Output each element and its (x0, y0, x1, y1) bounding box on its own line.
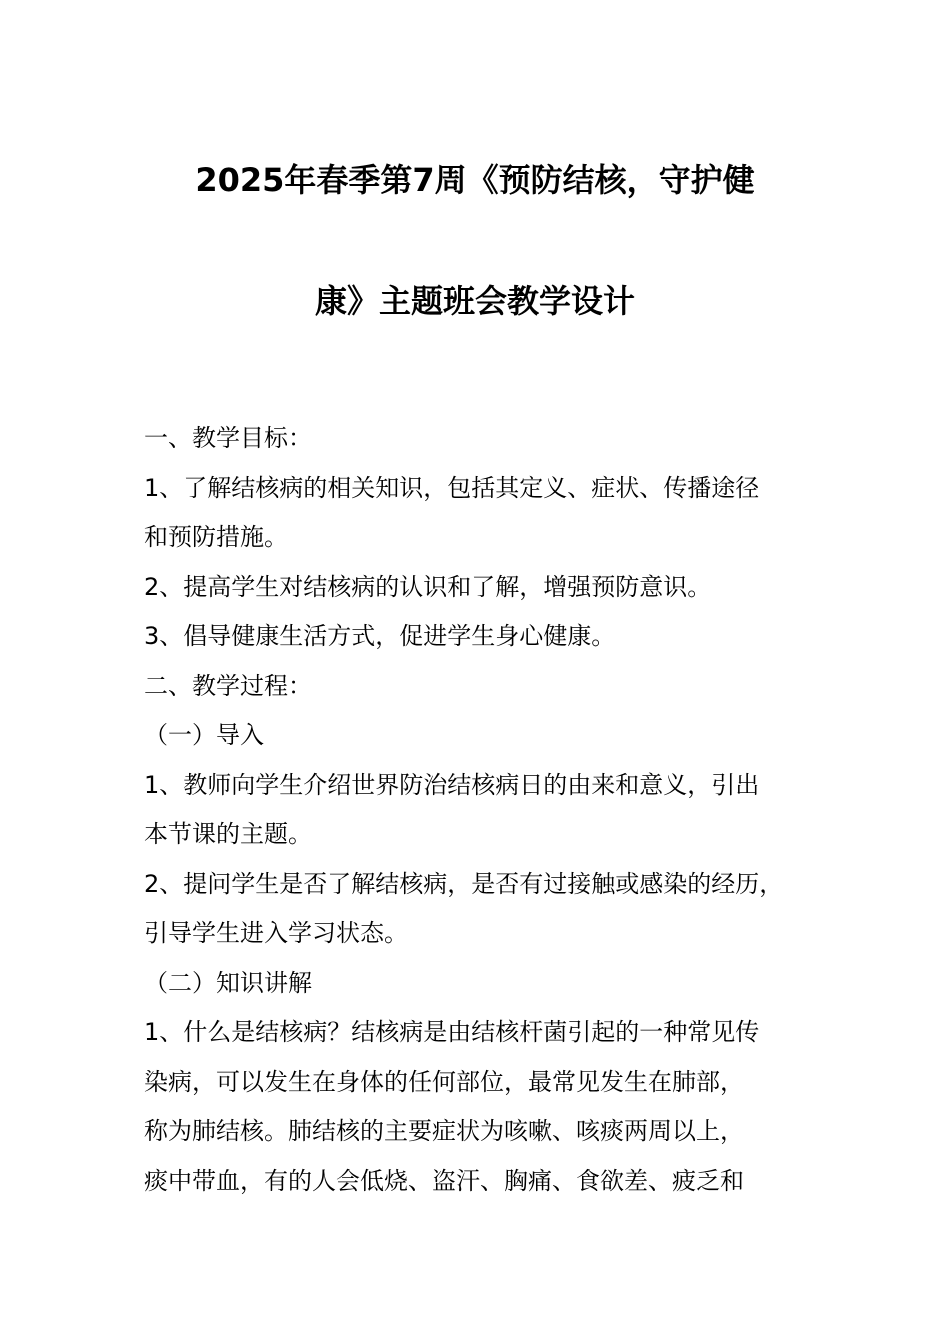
paragraph-line: 痰中带血，有的人会低烧、盗汗、胸痛、食欲差、疲乏和 (144, 1166, 744, 1195)
paragraph-line: 1、了解结核病的相关知识，包括其定义、症状、传播途径 (144, 473, 760, 502)
paragraph-line: 3、倡导健康生活方式，促进学生身心健康。 (144, 622, 616, 650)
section-heading-objectives: 一、教学目标： (144, 424, 312, 452)
paragraph-line: 1、什么是结核病？结核病是由结核杆菌引起的一种常见传 (144, 1018, 760, 1046)
subsection-heading-intro: （一）导入 (144, 721, 264, 749)
paragraph-line: 和预防措施。 (144, 523, 288, 551)
document-body (144, 414, 824, 1206)
section-heading-process: 二、教学过程： (144, 671, 312, 700)
document-title-line-2: 康》主题班会教学设计 (314, 282, 635, 320)
paragraph-line: 称为肺结核。肺结核的主要症状为咳嗽、咳痰两周以上， (144, 1117, 744, 1145)
paragraph-line: 染病，可以发生在身体的任何部位，最常见发生在肺部， (144, 1067, 744, 1096)
paragraph-line: 2、提高学生对结核病的认识和了解，增强预防意识。 (144, 572, 712, 601)
document-title-line-1: 2025年春季第7周《预防结核，守护健 (195, 161, 755, 199)
subsection-heading-knowledge: （二）知识讲解 (144, 968, 312, 997)
paragraph-line: 1、教师向学生介绍世界防治结核病日的由来和意义，引出 (144, 770, 760, 799)
paragraph-line: 引导学生进入学习状态。 (144, 919, 408, 947)
paragraph-line: 2、提问学生是否了解结核病，是否有过接触或感染的经历， (144, 869, 784, 898)
paragraph-line: 本节课的主题。 (144, 820, 312, 848)
